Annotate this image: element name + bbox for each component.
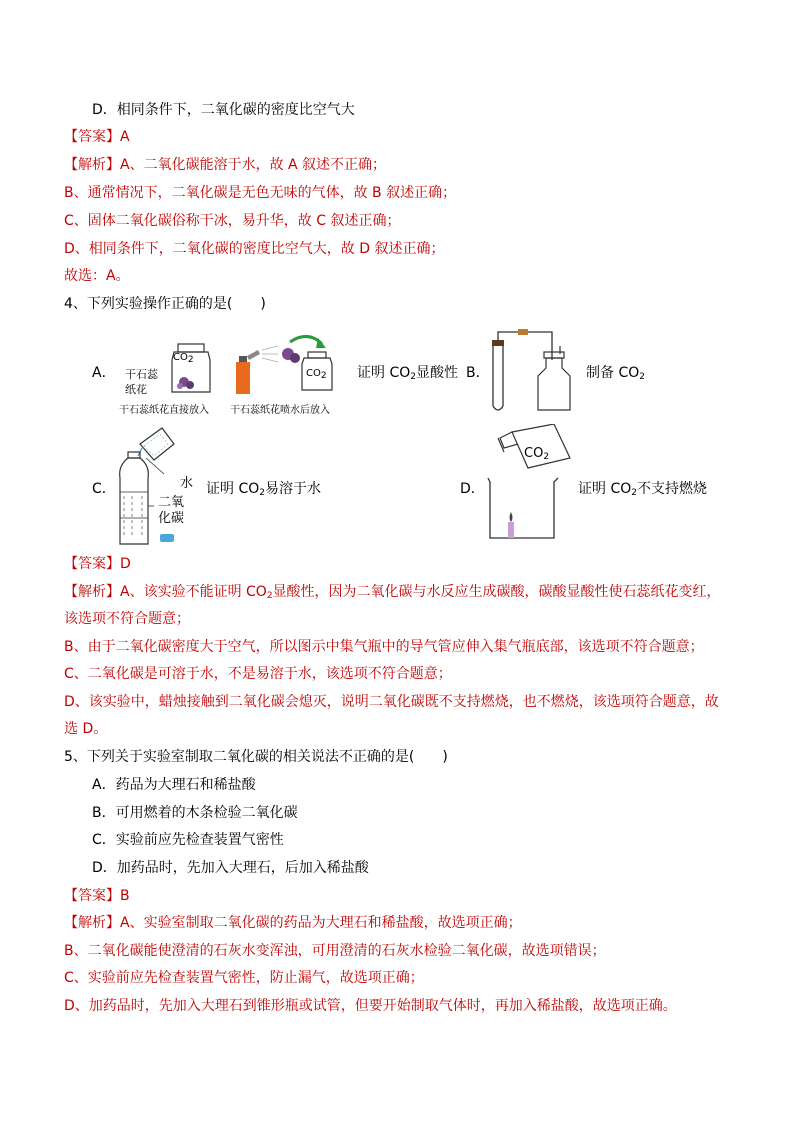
q4-analysis-line-3: B、由于二氧化碳密度大于空气，所以图示中集气瓶中的导气管应伸入集气瓶底部，该选项不符合题意； bbox=[64, 639, 704, 655]
analysis-text: A、实验室制取二氧化碳的药品为大理石和稀盐酸，故选项正确； bbox=[120, 915, 522, 931]
q4-stem: 4、下列实验操作正确的是( ) bbox=[64, 296, 266, 312]
q5-option-c: C．实验前应先检查装置气密性 bbox=[92, 832, 284, 848]
answer-value: D bbox=[120, 556, 131, 572]
q5-analysis-line-1 bbox=[64, 913, 522, 933]
q3-analysis-line-2: B、通常情况下，二氧化碳是无色无味的气体，故 B 叙述正确； bbox=[64, 185, 457, 201]
q4-analysis-line-1: 【解析】A、该实验不能证明 $CO_2$显酸性，因为二氧化碳与水反应生成碳酸，碳酸显酸性使石蕊纸花变红， bbox=[64, 584, 721, 601]
q4-option-b-figure bbox=[484, 326, 580, 416]
answer-value: A bbox=[120, 129, 130, 145]
q4-a-bottle-label: $CO_2$ bbox=[173, 352, 194, 365]
answer-value: B bbox=[120, 888, 130, 904]
q5-option-d: D．加药品时，先加入大理石，后加入稀盐酸 bbox=[92, 860, 369, 876]
q5-answer bbox=[64, 886, 130, 906]
q5-stem: 5、下列关于实验室制取二氧化碳的相关说法不正确的是( ) bbox=[64, 749, 448, 765]
q4-option-d-figure bbox=[484, 424, 574, 544]
q3-analysis-line-1 bbox=[64, 155, 386, 175]
q4-option-a-text: 证明 $CO_2$显酸性 bbox=[357, 365, 458, 382]
q4-option-c-text: 证明 $CO_2$易溶于水 bbox=[206, 481, 321, 498]
q4-c-water-label: 水 bbox=[180, 476, 194, 491]
analysis-tag: 【解析】 bbox=[64, 157, 120, 173]
q3-option-d: D．相同条件下，二氧化碳的密度比空气大 bbox=[92, 102, 355, 118]
q4-option-b-text: 制备 $CO_2$ bbox=[586, 365, 645, 382]
q4-analysis-line-5: D、该实验中，蜡烛接触到二氧化碳会熄灭，说明二氧化碳既不支持燃烧，也不燃烧，该选项符合题意，故 bbox=[64, 694, 719, 710]
q4-option-d-text: 证明 $CO_2$不支持燃烧 bbox=[578, 481, 707, 498]
q4-a-caption-right: 干石蕊纸花喷水后放入 bbox=[230, 405, 330, 416]
q4-c-co2-label: 二氧 bbox=[158, 495, 185, 510]
analysis-tag: 【解析】 bbox=[64, 584, 120, 600]
q5-analysis-line-4: D、加药品时，先加入大理石到锥形瓶或试管，但要开始制取气体时，再加入稀盐酸，故选项正确。 bbox=[64, 998, 677, 1014]
q4-a-caption-left: 干石蕊纸花直接放入 bbox=[119, 405, 209, 416]
analysis-tag: 【解析】 bbox=[64, 915, 120, 931]
q5-analysis-line-3: C、实验前应先检查装置气密性，防止漏气，故选项正确； bbox=[64, 970, 424, 986]
q4-option-b-letter: B． bbox=[466, 365, 490, 381]
q5-option-a: A．药品为大理石和稀盐酸 bbox=[92, 777, 256, 793]
q4-analysis-line-4: C、二氧化碳是可溶于水，不是易溶于水，该选项不符合题意； bbox=[64, 666, 452, 682]
q3-analysis-line-4: D、相同条件下，二氧化碳的密度比空气大，故 D 叙述正确； bbox=[64, 241, 445, 257]
q4-option-a-letter: A． bbox=[92, 365, 116, 381]
answer-tag: 【答案】 bbox=[64, 129, 120, 145]
q3-analysis-line-3: C、固体二氧化碳俗称干冰，易升华，故 C 叙述正确； bbox=[64, 213, 401, 229]
answer-tag: 【答案】 bbox=[64, 556, 120, 572]
analysis-text: A、二氧化碳能溶于水，故 A 叙述不正确； bbox=[120, 157, 387, 173]
answer-tag: 【答案】 bbox=[64, 888, 120, 904]
q4-a-dry-flower-label: 干石蕊 bbox=[125, 368, 158, 381]
q4-c-co2-label-2: 化碳 bbox=[158, 511, 185, 526]
q3-analysis-line-5: 故选：A。 bbox=[64, 268, 130, 284]
q4-a-bottle-label-2: $CO_2$ bbox=[306, 368, 327, 381]
q4-option-c-letter: C． bbox=[92, 481, 116, 497]
q4-analysis-line-6: 选 D。 bbox=[64, 721, 108, 737]
q3-answer bbox=[64, 127, 130, 147]
q5-option-b: B．可用燃着的木条检验二氧化碳 bbox=[92, 805, 298, 821]
q4-option-d-letter: D． bbox=[460, 481, 485, 497]
q4-d-bottle-label: $CO_2$ bbox=[524, 446, 550, 462]
q5-analysis-line-2: B、二氧化碳能使澄清的石灰水变浑浊，可用澄清的石灰水检验二氧化碳，故选项错误； bbox=[64, 943, 606, 959]
q4-answer bbox=[64, 554, 131, 574]
q4-a-dry-flower-label-2: 纸花 bbox=[125, 383, 147, 396]
q4-analysis-line-2: 该选项不符合题意； bbox=[64, 611, 190, 627]
